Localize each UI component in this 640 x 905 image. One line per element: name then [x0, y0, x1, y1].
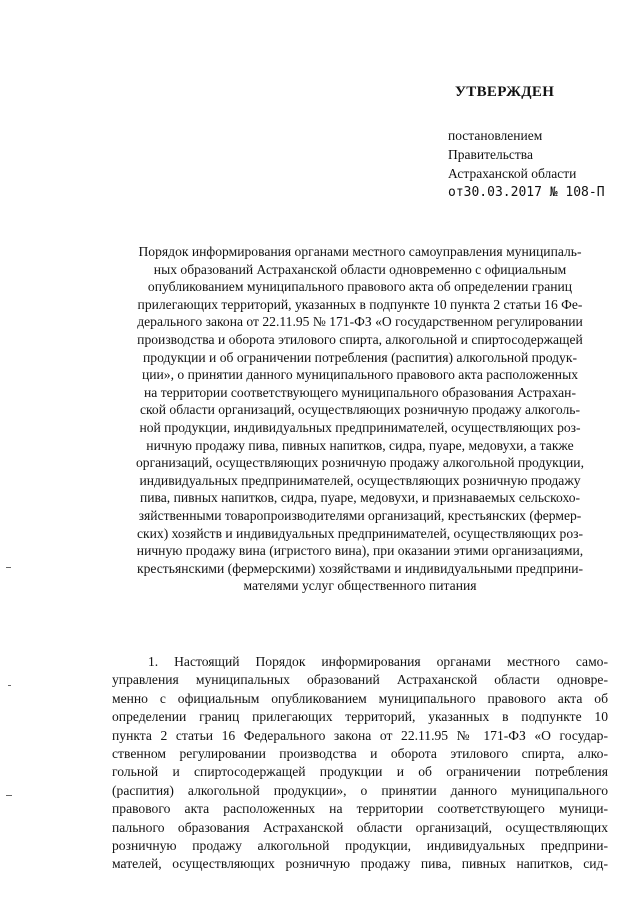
body-line: ственном регулировании производства и оборота этилового спирта, алко-: [112, 746, 608, 762]
body-line: 1. Настоящий Порядок информирования органами местного само-: [148, 654, 608, 669]
title-line: продукции и об ограничении потребления (распития) алкогольной продук-: [143, 349, 577, 365]
body-line: гольной и спиртосодержащей продукции и об ограничении потребления: [112, 764, 608, 780]
body-line: (распития) алкогольной продукции», о принятии данного муниципального: [112, 782, 608, 798]
title-line: производства и оборота этилового спирта, алкогольной и спиртосодержащей: [137, 331, 583, 347]
scan-mark: [6, 795, 12, 796]
title-line: индивидуальных предпринимателей, осуществляющих розничную продажу: [139, 472, 581, 488]
body-line: определении границ прилегающих территорий, указанных в подпункте 10: [112, 709, 608, 725]
approval-block: [448, 126, 605, 202]
title-line: ции», о принятии данного муниципального правового акта расположенных: [141, 367, 579, 383]
approval-stamp: УТВЕРЖДЕН: [455, 84, 555, 100]
title-line: Порядок информирования органами местного самоуправления муниципаль-: [138, 244, 582, 259]
body-line: правового акта расположенных на территории соответствующего муници-: [112, 801, 608, 817]
title-line: ской области организаций, осуществляющих розничную продажу алкоголь-: [139, 402, 580, 418]
approval-line: Правительства: [448, 147, 533, 162]
body-line: менно с официальным опубликованием муниципального правового акта об: [112, 690, 608, 706]
title-line: пива, пивных напитков, сидра, пуаре, медовухи, и признаваемых сельскохо-: [139, 490, 581, 506]
title-line: дерального закона от 22.11.95 № 171-ФЗ «О государственном регулировании: [137, 314, 583, 330]
body-line: мателей, осуществляющих розничную продажу пива, пивных напитков, сид-: [112, 856, 608, 872]
body-line: розничную продажу алкогольной продукции, индивидуальных предприни-: [112, 838, 608, 854]
body-paragraph: [112, 653, 608, 874]
title-line: организаций, осуществляющих розничную продажу алкогольной продукции,: [136, 455, 584, 471]
title-line: прилегающих территорий, указанных в подпункте 10 пункта 2 статьи 16 Фе-: [137, 296, 583, 312]
title-line: крестьянскими (фермерскими) хозяйствами и индивидуальными предприни-: [137, 560, 583, 576]
scan-mark: [8, 685, 11, 686]
title-line: ничную продажу пива, пивных напитков, сидра, пуаре, медовухи, а также: [146, 437, 574, 453]
title-line: ских) хозяйств и индивидуальных предпринимателей, осуществляющих роз-: [136, 525, 584, 541]
approval-date-line: от30.03.2017 № 108-П: [448, 185, 605, 200]
approval-line: Астраханской области: [448, 166, 577, 181]
title-line: ных образований Астраханской области одновременно с официальным: [153, 261, 567, 277]
title-line: зяйственными товаропроизводителями организаций, крестьянских (фермер-: [138, 507, 582, 523]
title-line: на территории соответствующего муниципального образования Астрахан-: [144, 384, 576, 400]
scan-mark: [6, 567, 11, 568]
body-line: пункта 2 статьи 16 Федерального закона от 22.11.95 № 171-ФЗ «О государ-: [112, 727, 608, 743]
body-line: пального образования Астраханской области организаций, осуществляющих: [112, 819, 608, 835]
title-line: ничную продажу вина (игристого вина), при оказании этими организациями,: [136, 543, 584, 559]
body-line: управления муниципальных образований Астраханской области одновре-: [112, 672, 608, 688]
document-title: [112, 243, 608, 595]
title-line: мателями услуг общественного питания: [243, 578, 477, 594]
title-line: опубликованием муниципального правового акта об определении границ: [147, 279, 573, 295]
approval-line: постановлением: [448, 128, 543, 143]
title-line: ной продукции, индивидуальных предпринимателей, осуществляющих роз-: [139, 419, 581, 435]
